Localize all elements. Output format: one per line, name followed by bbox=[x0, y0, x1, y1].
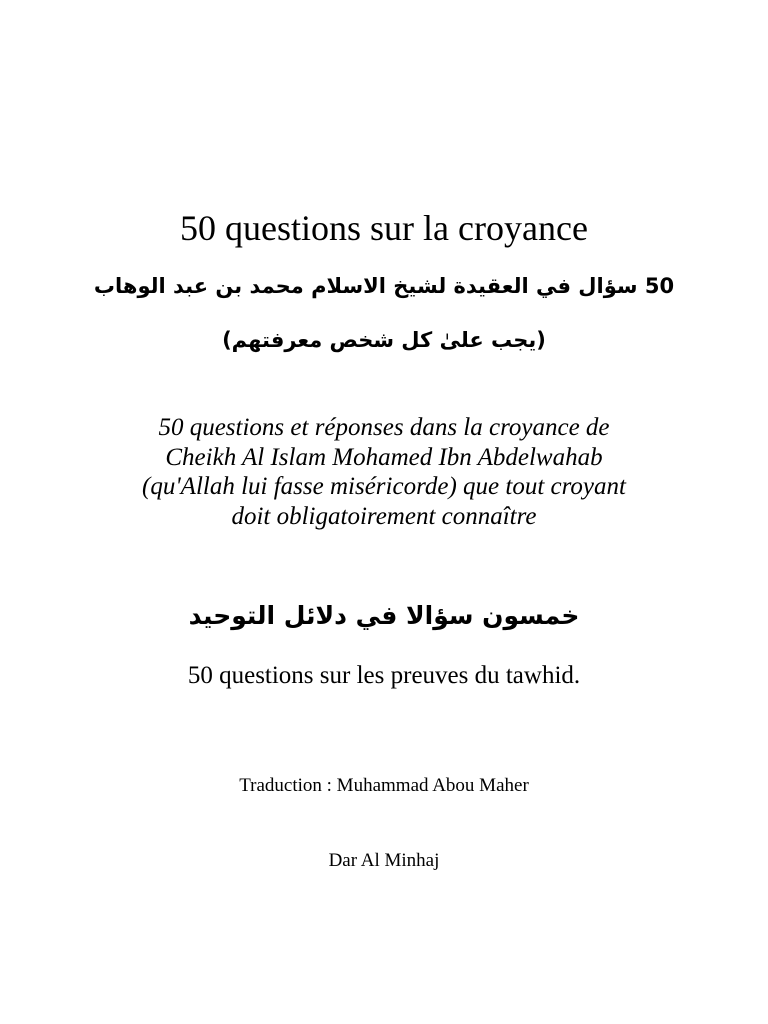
translator-credit: Traduction : Muhammad Abou Maher bbox=[239, 775, 529, 796]
document-subtitle: 50 questions sur les preuves du tawhid. bbox=[187, 662, 581, 689]
arabic-subtitle: (يجب علىٰ كل شخص معرفتهم) bbox=[222, 328, 546, 352]
arabic-title: 50 سؤال في العقيدة لشيخ الاسلام محمد بن عبد الوهاب bbox=[93, 274, 675, 298]
description-line: doit obligatoirement connaître bbox=[231, 502, 537, 530]
description-line: (qu'Allah lui fasse miséricorde) que tout croyant bbox=[142, 473, 626, 500]
document-title: 50 questions sur la croyance bbox=[180, 208, 588, 248]
description-line: 50 questions et réponses dans la croyance de bbox=[158, 414, 610, 441]
description-line: Cheikh Al Islam Mohamed Ibn Abdelwahab bbox=[165, 443, 603, 471]
description-paragraph bbox=[84, 413, 684, 531]
arabic-heading: خمسون سؤالا في دلائل التوحيد bbox=[188, 601, 580, 630]
publisher-name: Dar Al Minhaj bbox=[328, 850, 440, 871]
